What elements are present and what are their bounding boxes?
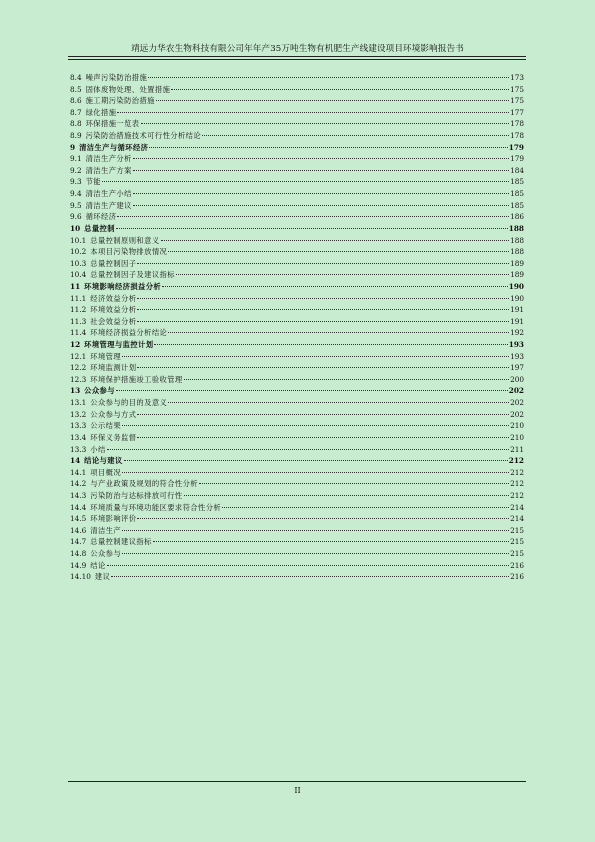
toc-dot-leader [133,170,509,171]
toc-dot-leader [148,77,509,78]
toc-entry-title: 总量控制建议指标 [90,537,152,547]
toc-entry-page: 190 [508,281,524,291]
toc-dot-leader [137,321,509,322]
page-number: II [294,786,301,795]
toc-dot-leader [122,356,509,357]
toc-entry-title: 环境保护措施竣工验收管理 [90,374,183,384]
toc-entry-title: 公众参与 [84,386,115,396]
toc-entry-page: 200 [510,374,524,384]
toc-entry-title: 小结 [90,444,106,454]
toc-dot-leader [171,89,509,90]
toc-dot-leader [137,414,509,415]
toc-entry-title: 环境质量与环境功能区要求符合性分析 [90,502,222,512]
toc-dot-leader [222,507,509,508]
toc-entry-number: 9.6 [70,212,82,222]
toc-dot-leader [141,123,510,124]
toc-dot-leader [162,286,508,287]
toc-chapter-entry[interactable] [70,223,524,235]
toc-section-entry[interactable] [70,420,524,432]
toc-entry-title: 公示结果 [90,421,122,431]
toc-entry-page: 197 [510,363,524,373]
toc-entry-page: 212 [510,467,524,477]
toc-entry-title: 循环经济 [85,212,117,222]
toc-entry-number: 8.7 [70,107,82,117]
toc-entry-number: 14.10 [70,572,91,582]
toc-section-entry[interactable] [70,165,524,177]
toc-entry-page: 191 [510,305,524,315]
toc-entry-page: 193 [510,351,524,361]
toc-entry-title: 总量控制原则和意义 [90,235,160,245]
toc-section-entry[interactable] [70,502,524,514]
toc-dot-leader [102,181,509,182]
header-rule [68,56,526,57]
toc-entry-page: 216 [510,560,524,570]
toc-dot-leader [156,100,509,101]
toc-entry-title: 清洁生产建议 [85,200,132,210]
toc-section-entry[interactable] [70,467,524,479]
toc-entry-number: 8.6 [70,96,82,106]
toc-entry-number: 13.1 [70,398,87,408]
toc-entry-number: 8.9 [70,131,82,141]
toc-entry-title: 结论与建议 [84,456,123,466]
header-rule-thin [68,59,526,60]
toc-entry-title: 公众参与 [90,548,122,558]
toc-entry-title: 污染防治措施技术可行性分析结论 [85,131,202,141]
toc-entry-page: 189 [510,258,524,268]
toc-entry-page: 179 [510,154,524,164]
toc-dot-leader [107,565,509,566]
toc-dot-leader [116,390,508,391]
toc-chapter-entry[interactable] [70,339,524,351]
toc-entry-number: 13.3 [70,421,87,431]
toc-section-entry[interactable] [70,571,524,583]
toc-dot-leader [116,228,508,229]
toc-entry-number: 9.1 [70,154,82,164]
toc-entry-page: 215 [510,537,524,547]
toc-dot-leader [168,332,509,333]
toc-section-entry[interactable] [70,374,524,386]
toc-section-entry[interactable] [70,513,524,525]
toc-entry-page: 185 [510,189,524,199]
toc-entry-page: 189 [510,270,524,280]
toc-chapter-entry[interactable] [70,142,524,154]
toc-entry-page: 215 [510,548,524,558]
toc-entry-page: 214 [510,502,524,512]
toc-section-entry[interactable] [70,397,524,409]
toc-entry-title: 节能 [85,177,102,187]
toc-section-entry[interactable] [70,269,524,281]
toc-entry-number: 11.1 [70,293,87,303]
toc-entry-number: 8.8 [70,119,82,129]
toc-section-entry[interactable] [70,525,524,537]
toc-dot-leader [137,367,509,368]
toc-entry-title: 总量控制 [84,223,115,233]
toc-section-entry[interactable] [70,235,524,247]
toc-entry-title: 环境监测计划 [90,363,137,373]
toc-section-entry[interactable] [70,84,524,96]
toc-entry-number: 14.4 [70,502,87,512]
toc-entry-title: 公众参与方式 [90,409,137,419]
toc-dot-leader [111,576,509,577]
footer-rule [68,781,526,782]
toc-section-entry[interactable] [70,118,524,130]
toc-entry-page: 211 [510,444,524,454]
toc-entry-number: 10.4 [70,270,87,280]
toc-entry-number: 13.4 [70,432,87,442]
toc-entry-page: 175 [510,84,524,94]
toc-entry-title: 清洁生产分析 [85,154,132,164]
toc-dot-leader [161,240,510,241]
toc-chapter-entry[interactable] [70,281,524,293]
toc-entry-number: 11.4 [70,328,87,338]
toc-section-entry[interactable] [70,107,524,119]
toc-entry-page: 184 [510,165,524,175]
toc-entry-page: 173 [510,73,524,82]
toc-entry-number: 12.3 [70,374,87,384]
toc-entry-title: 环保措施一览表 [85,119,140,129]
toc-entry-number: 14.7 [70,537,87,547]
toc-entry-number: 14.3 [70,490,87,500]
toc-section-entry[interactable] [70,304,524,316]
toc-entry-title: 绿化措施 [85,107,117,117]
toc-entry-number: 12.2 [70,363,87,373]
toc-entry-title: 环境影响评价 [90,514,137,524]
toc-dot-leader [117,112,509,113]
toc-entry-number: 12.1 [70,351,87,361]
toc-entry-title: 噪声污染防治措施 [85,73,148,82]
toc-entry-title: 环境管理 [90,351,122,361]
toc-entry-number: 10.3 [70,258,87,268]
toc-dot-leader [176,274,509,275]
toc-dot-leader [154,344,507,345]
toc-entry-title: 与产业政策及规划的符合性分析 [90,479,199,489]
toc-entry-title: 结论 [90,560,106,570]
toc-dot-leader [153,541,509,542]
toc-section-entry[interactable] [70,548,524,560]
toc-section-entry[interactable] [70,351,524,363]
toc-section-entry[interactable] [70,316,524,328]
toc-dot-leader [149,147,507,148]
toc-entry-number: 11.3 [70,316,87,326]
toc-entry-number: 14.1 [70,467,87,477]
toc-entry-page: 212 [510,479,524,489]
toc-entry-page: 202 [510,398,524,408]
toc-entry-number: 14 [70,456,81,466]
toc-entry-page: 179 [508,142,524,152]
document-header-title: 靖远力华农生物科技有限公司年年产35万吨生物有机肥生产线建设项目环境影响报告书 [131,44,464,54]
toc-entry-number: 9 [70,142,76,152]
toc-entry-page: 202 [510,409,524,419]
toc-section-entry[interactable] [70,432,524,444]
toc-entry-page: 192 [510,328,524,338]
toc-section-entry[interactable] [70,444,524,456]
toc-section-entry[interactable] [70,560,524,572]
toc-entry-page: 214 [510,514,524,524]
toc-entry-page: 185 [510,177,524,187]
toc-entry-page: 191 [510,316,524,326]
toc-entry-page: 178 [510,119,524,129]
toc-dot-leader [137,263,509,264]
toc-section-entry[interactable] [70,409,524,421]
toc-section-entry[interactable] [70,72,524,84]
toc-entry-number: 13.3 [70,444,87,454]
toc-dot-leader [133,205,509,206]
toc-dot-leader [184,495,509,496]
toc-dot-leader [184,379,509,380]
toc-entry-page: 212 [510,490,524,500]
toc-entry-title: 项目概况 [90,467,122,477]
toc-entry-number: 13 [70,386,81,396]
toc-entry-title: 公众参与的目的及意义 [90,398,168,408]
toc-entry-page: 175 [510,96,524,106]
toc-entry-title: 环境管理与监控计划 [84,340,154,350]
toc-entry-number: 10 [70,223,81,233]
toc-section-entry[interactable] [70,362,524,374]
toc-entry-title: 清洁生产与循环经济 [79,142,149,152]
toc-entry-page: 193 [508,340,524,350]
toc-entry-number: 11 [70,281,81,291]
toc-entry-title: 社会效益分析 [90,316,137,326]
toc-entry-page: 188 [510,247,524,257]
toc-entry-title: 环保义务监督 [90,432,137,442]
toc-entry-page: 210 [510,432,524,442]
toc-dot-leader [122,472,509,473]
toc-entry-page: 190 [510,293,524,303]
toc-entry-title: 总量控制因子 [90,258,137,268]
toc-entry-page: 188 [508,223,524,233]
toc-entry-title: 清洁生产 [90,525,122,535]
toc-section-entry[interactable] [70,327,524,339]
toc-entry-number: 10.2 [70,247,87,257]
toc-dot-leader [137,309,509,310]
toc-dot-leader [133,158,509,159]
toc-entry-number: 9.5 [70,200,82,210]
toc-section-entry[interactable] [70,188,524,200]
toc-entry-page: 186 [510,212,524,222]
toc-dot-leader [202,135,509,136]
toc-entry-title: 环境经济损益分析结论 [90,328,168,338]
toc-entry-number: 12 [70,340,81,350]
toc-entry-title: 污染防治与达标排放可行性 [90,490,183,500]
toc-entry-title: 固体废物处理、处置措施 [85,84,171,94]
toc-entry-page: 202 [508,386,524,396]
toc-entry-page: 177 [510,107,524,117]
toc-section-entry[interactable] [70,153,524,165]
toc-entry-title: 环境影响经济损益分析 [84,281,162,291]
toc-entry-number: 13.2 [70,409,87,419]
toc-dot-leader [122,530,509,531]
toc-entry-number: 10.1 [70,235,87,245]
toc-entry-number: 9.3 [70,177,82,187]
toc-entry-page: 212 [508,456,524,466]
table-of-contents [70,72,524,583]
toc-section-entry[interactable] [70,95,524,107]
toc-dot-leader [137,437,509,438]
toc-entry-number: 14.5 [70,514,87,524]
toc-dot-leader [168,402,509,403]
toc-chapter-entry[interactable] [70,455,524,467]
toc-dot-leader [122,553,509,554]
toc-section-entry[interactable] [70,130,524,142]
toc-dot-leader [117,216,509,217]
toc-section-entry[interactable] [70,490,524,502]
toc-dot-leader [137,518,509,519]
toc-entry-page: 216 [510,572,524,582]
toc-entry-number: 11.2 [70,305,87,315]
toc-entry-number: 9.2 [70,165,82,175]
toc-entry-number: 8.5 [70,84,82,94]
toc-entry-title: 清洁生产小结 [85,189,132,199]
toc-dot-leader [122,425,509,426]
toc-section-entry[interactable] [70,176,524,188]
toc-entry-page: 215 [510,525,524,535]
toc-section-entry[interactable] [70,478,524,490]
toc-entry-title: 清洁生产方案 [85,165,132,175]
toc-dot-leader [107,449,509,450]
toc-entry-number: 8.4 [70,73,82,82]
toc-section-entry[interactable] [70,536,524,548]
toc-dot-leader [133,193,509,194]
toc-entry-number: 14.9 [70,560,87,570]
toc-entry-page: 210 [510,421,524,431]
toc-entry-title: 建议 [94,572,111,582]
toc-dot-leader [124,460,508,461]
toc-entry-title: 本项目污染物排放情况 [90,247,168,257]
toc-dot-leader [168,251,509,252]
toc-entry-title: 总量控制因子及建议指标 [90,270,175,280]
toc-section-entry[interactable] [70,211,524,223]
toc-section-entry[interactable] [70,293,524,305]
toc-entry-page: 178 [510,131,524,141]
toc-entry-title: 经济效益分析 [90,293,137,303]
toc-entry-number: 14.6 [70,525,87,535]
toc-chapter-entry[interactable] [70,385,524,397]
toc-entry-title: 施工期污染防治措施 [85,96,155,106]
toc-entry-number: 14.8 [70,548,87,558]
toc-entry-page: 188 [510,235,524,245]
toc-entry-page: 185 [510,200,524,210]
toc-dot-leader [137,298,509,299]
toc-entry-number: 14.2 [70,479,87,489]
toc-section-entry[interactable] [70,246,524,258]
toc-dot-leader [199,483,509,484]
toc-section-entry[interactable] [70,200,524,212]
toc-entry-number: 9.4 [70,189,82,199]
toc-entry-title: 环境效益分析 [90,305,137,315]
toc-section-entry[interactable] [70,258,524,270]
